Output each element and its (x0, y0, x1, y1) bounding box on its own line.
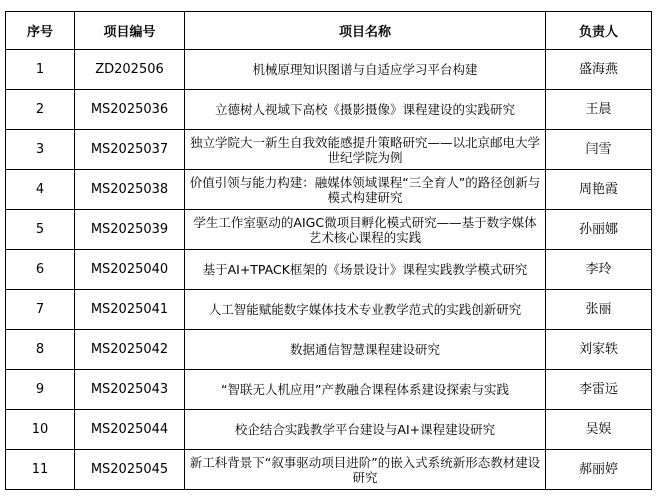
project-name: 学生工作室驱动的AIGC微项目孵化模式研究——基于数字媒体艺术核心课程的实践 (185, 210, 546, 250)
project-leader: 孙丽娜 (546, 210, 652, 250)
project-leader: 周艳霞 (546, 170, 652, 210)
project-name: “智联无人机应用”产教融合课程体系建设探索与实践 (185, 370, 546, 410)
project-leader: 吴娱 (546, 410, 652, 450)
project-leader: 李玲 (546, 250, 652, 290)
project-name: 价值引领与能力构建：融媒体领域课程“三全育人”的路径创新与模式构建研究 (185, 170, 546, 210)
project-name: 人工智能赋能数字媒体技术专业教学范式的实践创新研究 (185, 290, 546, 330)
project-name: 独立学院大一新生自我效能感提升策略研究——以北京邮电大学世纪学院为例 (185, 130, 546, 170)
project-code: MS2025042 (75, 330, 185, 370)
project-code: MS2025038 (75, 170, 185, 210)
project-code: MS2025044 (75, 410, 185, 450)
project-name: 机械原理知识图谱与自适应学习平台构建 (185, 50, 546, 90)
project-name: 数据通信智慧课程建设研究 (185, 330, 546, 370)
project-code: MS2025036 (75, 90, 185, 130)
header-serial-number: 序号 (6, 12, 75, 50)
project-name: 新工科背景下“叙事驱动项目进阶”的嵌入式系统新形态教材建设研究 (185, 450, 546, 490)
project-name: 基于AI+TPACK框架的《场景设计》课程实践教学模式研究 (185, 250, 546, 290)
serial-number: 10 (6, 410, 75, 450)
table-row (6, 410, 652, 450)
table-row (6, 210, 652, 250)
table-row (6, 130, 652, 170)
table-row (6, 370, 652, 410)
project-code: MS2025045 (75, 450, 185, 490)
project-table (5, 11, 652, 490)
project-leader: 闫雪 (546, 130, 652, 170)
table-row (6, 290, 652, 330)
table-row (6, 170, 652, 210)
header-row (6, 12, 652, 50)
header-project-name: 项目名称 (185, 12, 546, 50)
project-code: MS2025040 (75, 250, 185, 290)
serial-number: 2 (6, 90, 75, 130)
table-row (6, 330, 652, 370)
project-leader: 李雷远 (546, 370, 652, 410)
serial-number: 6 (6, 250, 75, 290)
serial-number: 5 (6, 210, 75, 250)
serial-number: 11 (6, 450, 75, 490)
table-row (6, 250, 652, 290)
project-leader: 郝丽婷 (546, 450, 652, 490)
project-leader: 刘家轶 (546, 330, 652, 370)
project-leader: 王晨 (546, 90, 652, 130)
table-row (6, 90, 652, 130)
table-row (6, 50, 652, 90)
table-row (6, 450, 652, 490)
header-project-code: 项目编号 (75, 12, 185, 50)
project-code: MS2025039 (75, 210, 185, 250)
project-leader: 盛海燕 (546, 50, 652, 90)
serial-number: 1 (6, 50, 75, 90)
project-code: ZD202506 (75, 50, 185, 90)
project-code: MS2025043 (75, 370, 185, 410)
header-project-leader: 负责人 (546, 12, 652, 50)
serial-number: 3 (6, 130, 75, 170)
serial-number: 8 (6, 330, 75, 370)
project-code: MS2025041 (75, 290, 185, 330)
project-name: 校企结合实践教学平台建设与AI+课程建设研究 (185, 410, 546, 450)
project-code: MS2025037 (75, 130, 185, 170)
serial-number: 4 (6, 170, 75, 210)
serial-number: 7 (6, 290, 75, 330)
project-leader: 张丽 (546, 290, 652, 330)
serial-number: 9 (6, 370, 75, 410)
project-name: 立德树人视域下高校《摄影摄像》课程建设的实践研究 (185, 90, 546, 130)
